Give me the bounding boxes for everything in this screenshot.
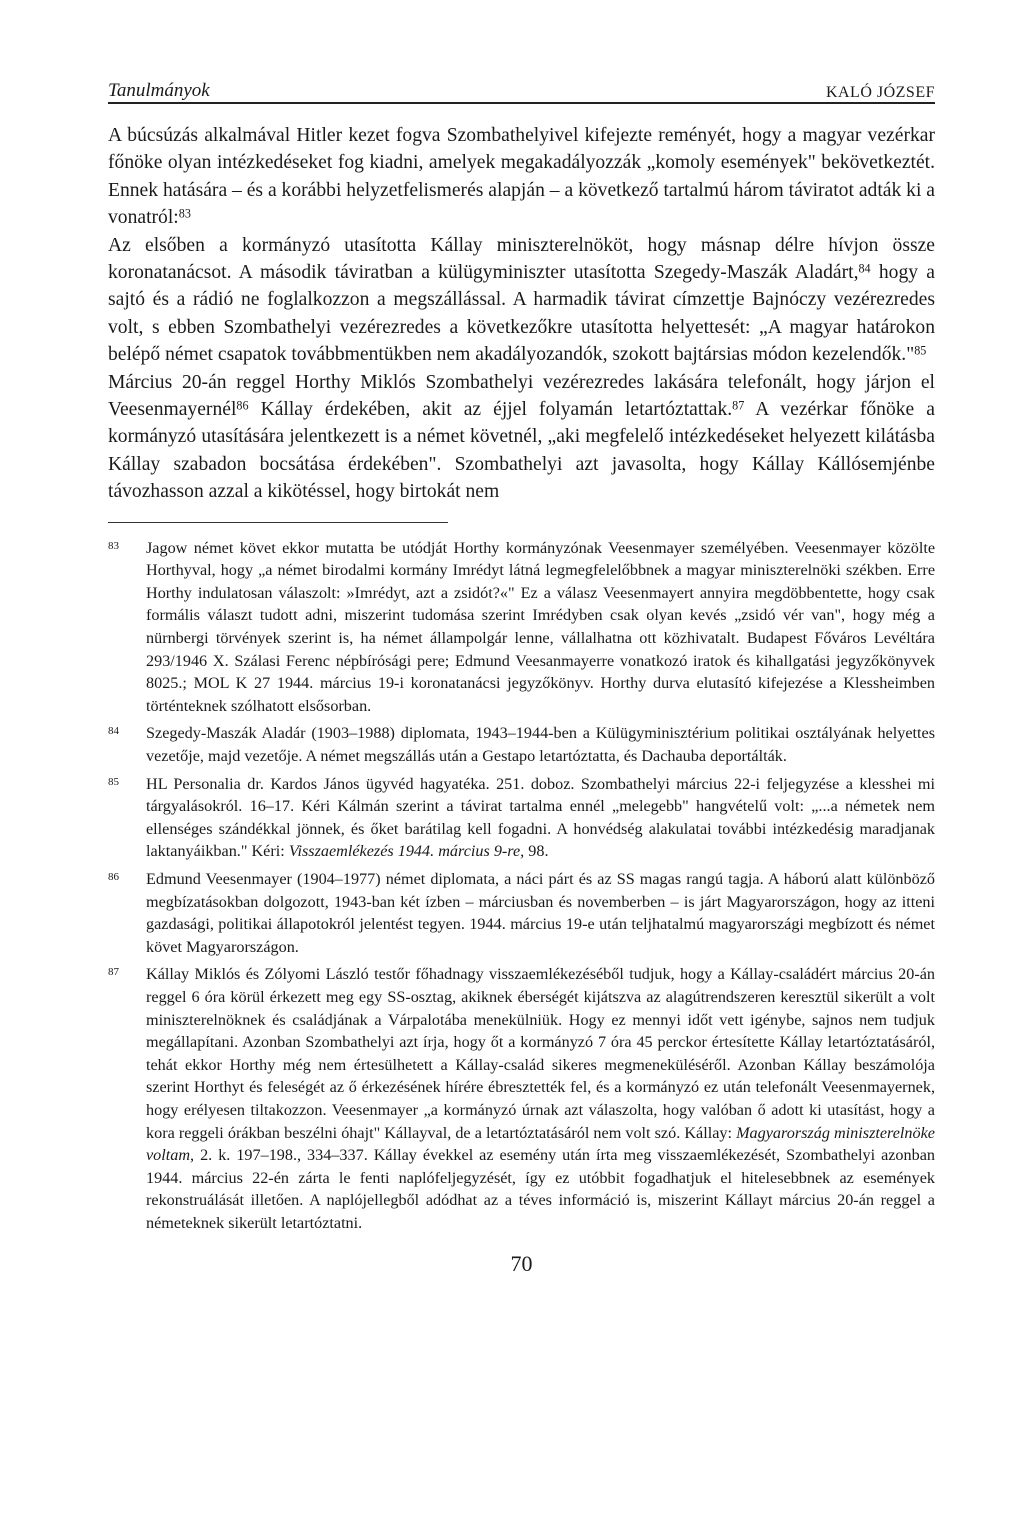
footnote-86 bbox=[108, 868, 935, 958]
body-text bbox=[108, 122, 935, 506]
footnote-text: HL Personalia dr. Kardos János ügyvéd hagyatéka. 251. doboz. Szombathelyi március 22-i feljegyzése a klesshei mi tárgyalásokról. 16–17. Kéri Kálmán szerint a távirat tartalma ennél „melegebb" hangvételű volt: „...a németek nem ellenséges szándékkal jönnek, és őket barátilag kell fogadni. A honvédség alakulatai további intézkedésig maradjanak laktanyáikban." Kéri: Visszaemlékezés 1944. március 9-re, 98. bbox=[146, 774, 935, 861]
paragraph: Az elsőben a kormányzó utasította Kállay miniszterelnököt, hogy másnap délre hívjon össze koronatanácsot. A második táviratban a külügyminiszter utasította Szegedy-Maszák Aladárt,$^{84}$ hogy a sajtó és a rádió ne foglalkozzon a megszállással. A harmadik távirat címzettje Bajnóczy vezérezredes volt, s ebben Szombathelyi vezérezredes a következőkre utasította helyettesét: „A magyar határokon belépő német csapatok továbbmentükben nem akadályozandók, szokott bajtársias módon kezelendők."$^{85}$ bbox=[108, 234, 936, 366]
footnote-number: 84 bbox=[108, 725, 119, 738]
cited-title: Visszaemlékezés 1944. március 9-re, bbox=[288, 842, 525, 861]
paragraph: Március 20-án reggel Horthy Miklós Szombathelyi vezérezredes lakására telefonált, hogy járjon el Veesenmayernél$^{86}$ Kállay érdekében, akit az éjjel folyamán letartóztattak.$^{87}$ A vezérkar főnöke a kormányzó utasítására jelentkezett is a német követnél, „aki megfelelő intézkedéseket helyezett kilátásba Kállay szabadon bocsátása érdekében". Szombathelyi azt javasolta, hogy Kállay Kállósemjénbe távozhasson azzal a kikötéssel, hogy birtokát nem bbox=[108, 371, 935, 503]
footnote-divider bbox=[108, 522, 448, 523]
page-number: 70 bbox=[510, 1250, 533, 1276]
footnote-number: 87 bbox=[108, 966, 119, 979]
footnote-text: Kállay Miklós és Zólyomi László testőr főhadnagy visszaemlékezéséből tudjuk, hogy a Kállay-családért március 20-án reggel 6 óra körül érkezett meg egy SS-osztag, akiknek éberségét kijátszva az alagútrendszeren keresztül sikerült a volt miniszterelnöknek és családjának a Várpalotába menekülniük. Hogy ez mennyi időt vett igénybe, sajnos nem tudjuk megállapítani. Azonban Szombathelyi azt írja, hogy őt a kormányzó 7 óra 45 perckor értesítette Kállay letartóztatásáról, tehát ekkor Horthy még nem értesülhetett a Kállay-család sikeres megmeneküléséről. Azonban Kállay beszámolója szerint Horthyt és feleségét az ő érkezésének hírére ébresztették fel, és a kormányzó ez után telefonált Veesenmayernek, hogy erélyesen tiltakozzon. Veesenmayer „a kormányzó úrnak azt válaszolta, hogy valóban ő adott ki utasítást, hogy a kora reggeli órákban beszélni óhajt" Kállayval, de a letartóztatásáról nem volt szó. Kállay: Magyarország miniszterelnöke voltam, 2. k. 197–198., 334–337. Kállay évekkel az esemény után írta meg visszaemlékezését, Szombathelyi azonban 1944. március 22-én zárta le fenti naplófeljegyzését, így ez utóbbit fogadhatjuk el hitelesebbnek az események rekonstruálását illetően. A naplójellegből adódhat az a téves információ is, miszerint Kállayt március 20-án reggel a németeknek sikerült letartóztatni. bbox=[146, 965, 935, 1232]
author-name: KALÓ JÓZSEF bbox=[825, 84, 935, 101]
footnote-number: 85 bbox=[108, 775, 119, 788]
footnote-85 bbox=[108, 773, 935, 863]
document-page bbox=[108, 72, 935, 1277]
paragraph: A búcsúzás alkalmával Hitler kezet fogva Szombathelyivel kifejezte reményét, hogy a magyar vezérkar főnöke olyan intézkedéseket fog kiadni, amelyek megakadályozzák „komoly események" bekövetkeztét. Ennek hatására – és a korábbi helyzetfelismerés alapján – a következő tartalmú három táviratot adták ki a vonatról:$^{83}$ bbox=[108, 125, 935, 229]
footnote-number: 83 bbox=[108, 539, 119, 552]
section-title: Tanulmányok bbox=[108, 80, 210, 101]
footnote-text: Edmund Veesenmayer (1904–1977) német diplomata, a náci párt és az SS magas rangú tagja. A háború alatt különböző megbízatásokban dolgozott, 1943-ban két ízben – márciusban és novemberben – is járt Magyarországon, hogy az itteni gazdasági, politikai állapotokról jelentést tegyen. 1944. március 19-e után teljhatalmú magyarországi megbízott és német követ Magyarországon. bbox=[146, 870, 935, 956]
footnote-ref[interactable]: 83 bbox=[178, 206, 191, 221]
footnote-ref[interactable]: 85 bbox=[914, 343, 927, 358]
footnote-87 bbox=[108, 963, 935, 1234]
running-header bbox=[108, 72, 935, 104]
footnote-ref[interactable]: 84 bbox=[858, 261, 871, 276]
footnote-84 bbox=[108, 722, 935, 767]
footnote-ref[interactable]: 87 bbox=[732, 398, 745, 413]
cited-title: Magyarország miniszterelnöke voltam, bbox=[146, 1123, 935, 1165]
footnote-text: Szegedy-Maszák Aladár (1903–1988) diplomata, 1943–1944-ben a Külügyminisztérium politikai osztályának helyettes vezetője, majd vezetője. A német megszállás után a Gestapo letartóztatta, és Dachauba deportálták. bbox=[146, 724, 935, 766]
footnote-number: 86 bbox=[108, 871, 119, 883]
footnote-83 bbox=[108, 537, 935, 718]
footnote-ref[interactable]: 86 bbox=[236, 398, 249, 413]
footnotes bbox=[108, 537, 935, 1235]
footnote-text: Jagow német követ ekkor mutatta be utódját Horthy kormányzónak Veesenmayer személyében. Veesenmayer közölte Horthyval, hogy „a német birodalmi kormány Imrédyt látná legmegfelelőbbnek a magyar miniszterelnöki székben. Erre Horthy indulatosan válaszolt: »Imrédyt, azt a zsidót?«" Ez a válasz Veesenmayert annyira megdöbbentette, hogy csak formális választ tudott adni, miszerint tudomása szerint Imrédyben csak olyan kevés „zsidó vér van", hogy még a nürnbergi törvények szerint is, ha német állampolgár lenne, vállalhatna ott közhivatalt. Budapest Főváros Levéltára 293/1946 X. Szálasi Ferenc népbírósági pere; Edmund Veesanmayerre vonatkozó iratok és kihallgatási jegyzőkönyvek 8025.; MOL K 27 1944. március 19-i koronatanácsi jegyzőkönyv. Horthy durva elutasító kifejezése a Klessheimben történteknek szólhatott elsősorban. bbox=[146, 538, 935, 715]
